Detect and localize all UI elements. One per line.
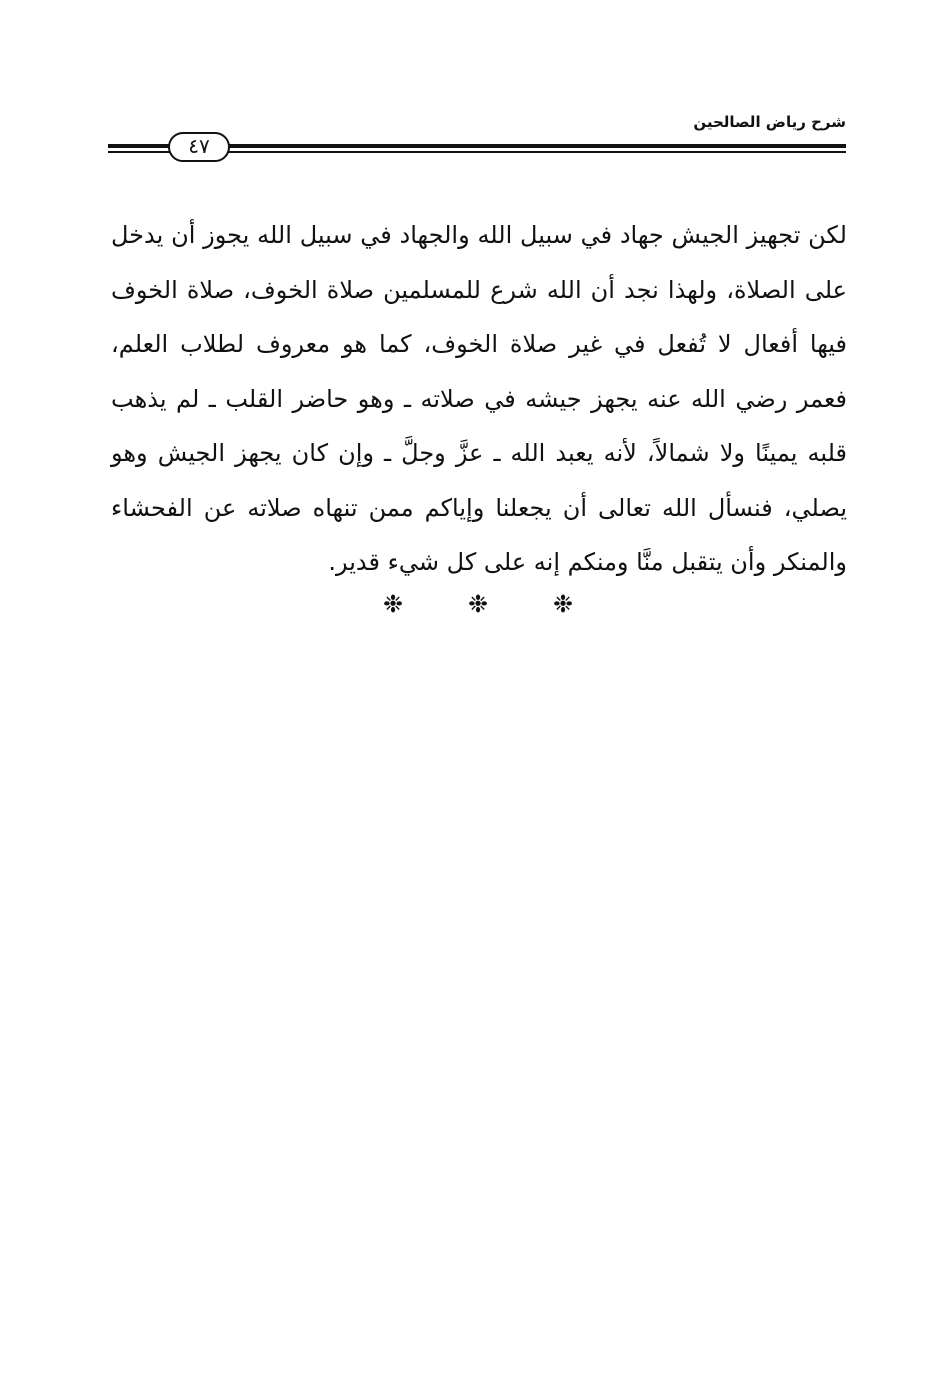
- section-divider: [0, 586, 949, 622]
- page-header: [108, 108, 846, 158]
- page-number: ٤٧: [168, 132, 230, 162]
- asterism-icon: ❉: [468, 590, 489, 618]
- body-paragraph: لكن تجهيز الجيش جهاد في سبيل الله والجهاد في سبيل الله يجوز أن يدخل على الصلاة، ولهذا نجد أن الله شرع للمسلمين صلاة الخوف، صلاة الخوف فيها أفعال لا تُفعل في غير صلاة الخوف، كما هو معروف لطلاب العلم، فعمر رضي الله عنه يجهز جيشه في صلاته ـ وهو حاضر القلب ـ لم يذهب قلبه يمينًا ولا شمالاً، لأنه يعبد الله ـ عزَّ وجلَّ ـ وإن كان يجهز الجيش وهو يصلي، فنسأل الله تعالى أن يجعلنا وإياكم ممن تنهاه صلاته عن الفحشاء والمنكر وأن يتقبل منَّا ومنكم إنه على كل شيء قدير.: [111, 221, 847, 576]
- asterism-icon: ❉: [383, 590, 404, 618]
- running-title: شرح رياض الصالحين: [693, 113, 846, 131]
- asterism-icon: ❉: [553, 590, 574, 618]
